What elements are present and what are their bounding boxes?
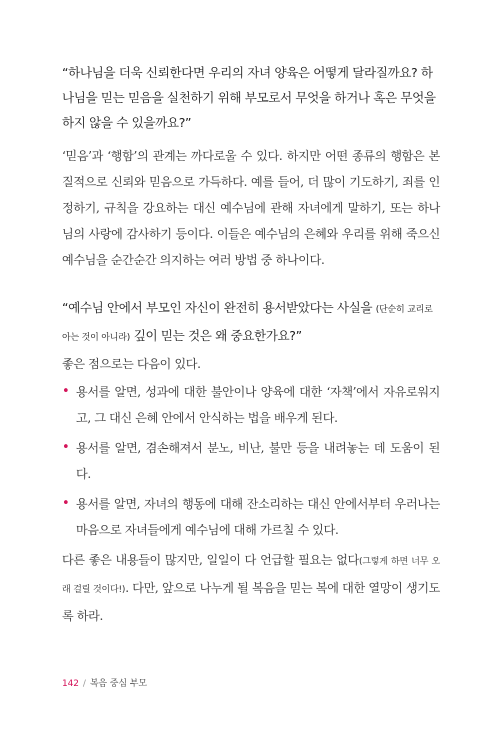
list-item: • 용서를 알면, 성과에 대한 불안이나 양육에 대한 ‘자책’에서 자유로워지고, 그 대신 은혜 안에서 안식하는 법을 배우게 된다. <box>62 379 440 431</box>
question-2-end: 깊이 믿는 것은 왜 중요한가요?” <box>130 328 302 343</box>
benefits-intro: 좋은 점으로는 다음이 있다. <box>62 357 201 371</box>
bullet-icon: • <box>62 440 70 455</box>
bullet-icon: • <box>62 496 70 511</box>
question-2-aside: (단순히 교리로 아는 것이 아니라) <box>62 305 433 343</box>
running-title: 복음 중심 부모 <box>89 679 147 689</box>
closing-main: 다른 좋은 내용들이 많지만, 일일이 다 언급할 필요는 없다 <box>62 553 359 567</box>
answer-paragraph-1: ‘믿음’과 ‘행함’의 관계는 까다로울 수 있다. 하지만 어떤 종류의 행함은 본질적으로 신뢰와 믿음으로 가득하다. 예를 들어, 더 많이 기도하기, 죄를 인정하기, 규칙을 강요하는 대신 예수님에 관해 자녀에게 말하기, 또는 하나님의 사랑에 감사하기 등이다. 이들은 예수님의 은혜와 우리를 위해 죽으신 예수님을 순간순간 의지하는 여러 방법 중 하나이다. <box>62 149 440 267</box>
footer-separator: / <box>82 679 86 689</box>
bullet-icon: • <box>62 384 70 399</box>
list-item: • 용서를 알면, 자녀의 행동에 대해 잔소리하는 대신 안에서부터 우러나는 마음으로 자녀들에게 예수님에 대해 가르칠 수 있다. <box>62 491 440 543</box>
closing-aside: (그렇게 하면 너무 오래 걸릴 것이다!) <box>62 557 440 595</box>
benefits-list <box>62 379 440 543</box>
page-number: 142 <box>62 679 79 689</box>
closing-end: . 다만, 앞으로 나누게 될 복음을 믿는 복에 대한 열망이 생기도록 하라. <box>62 581 440 623</box>
question-2-main: “예수님 안에서 부모인 자신이 완전히 용서받았다는 사실을 <box>62 300 376 315</box>
discussion-question-1: “하나님을 더욱 신뢰한다면 우리의 자녀 양육은 어떻게 달라질까요? 하나님을 믿는 믿음을 실천하기 위해 부모로서 무엇을 하거나 혹은 무엇을 하지 않을 수 있을까요?” <box>62 65 436 130</box>
page-content <box>62 60 440 629</box>
discussion-question-2 <box>62 295 440 351</box>
page-footer <box>62 676 147 689</box>
list-item: • 용서를 알면, 겸손해져서 분노, 비난, 불만 등을 내려놓는 데 도움이 된다. <box>62 435 440 487</box>
closing-paragraph <box>62 547 440 629</box>
